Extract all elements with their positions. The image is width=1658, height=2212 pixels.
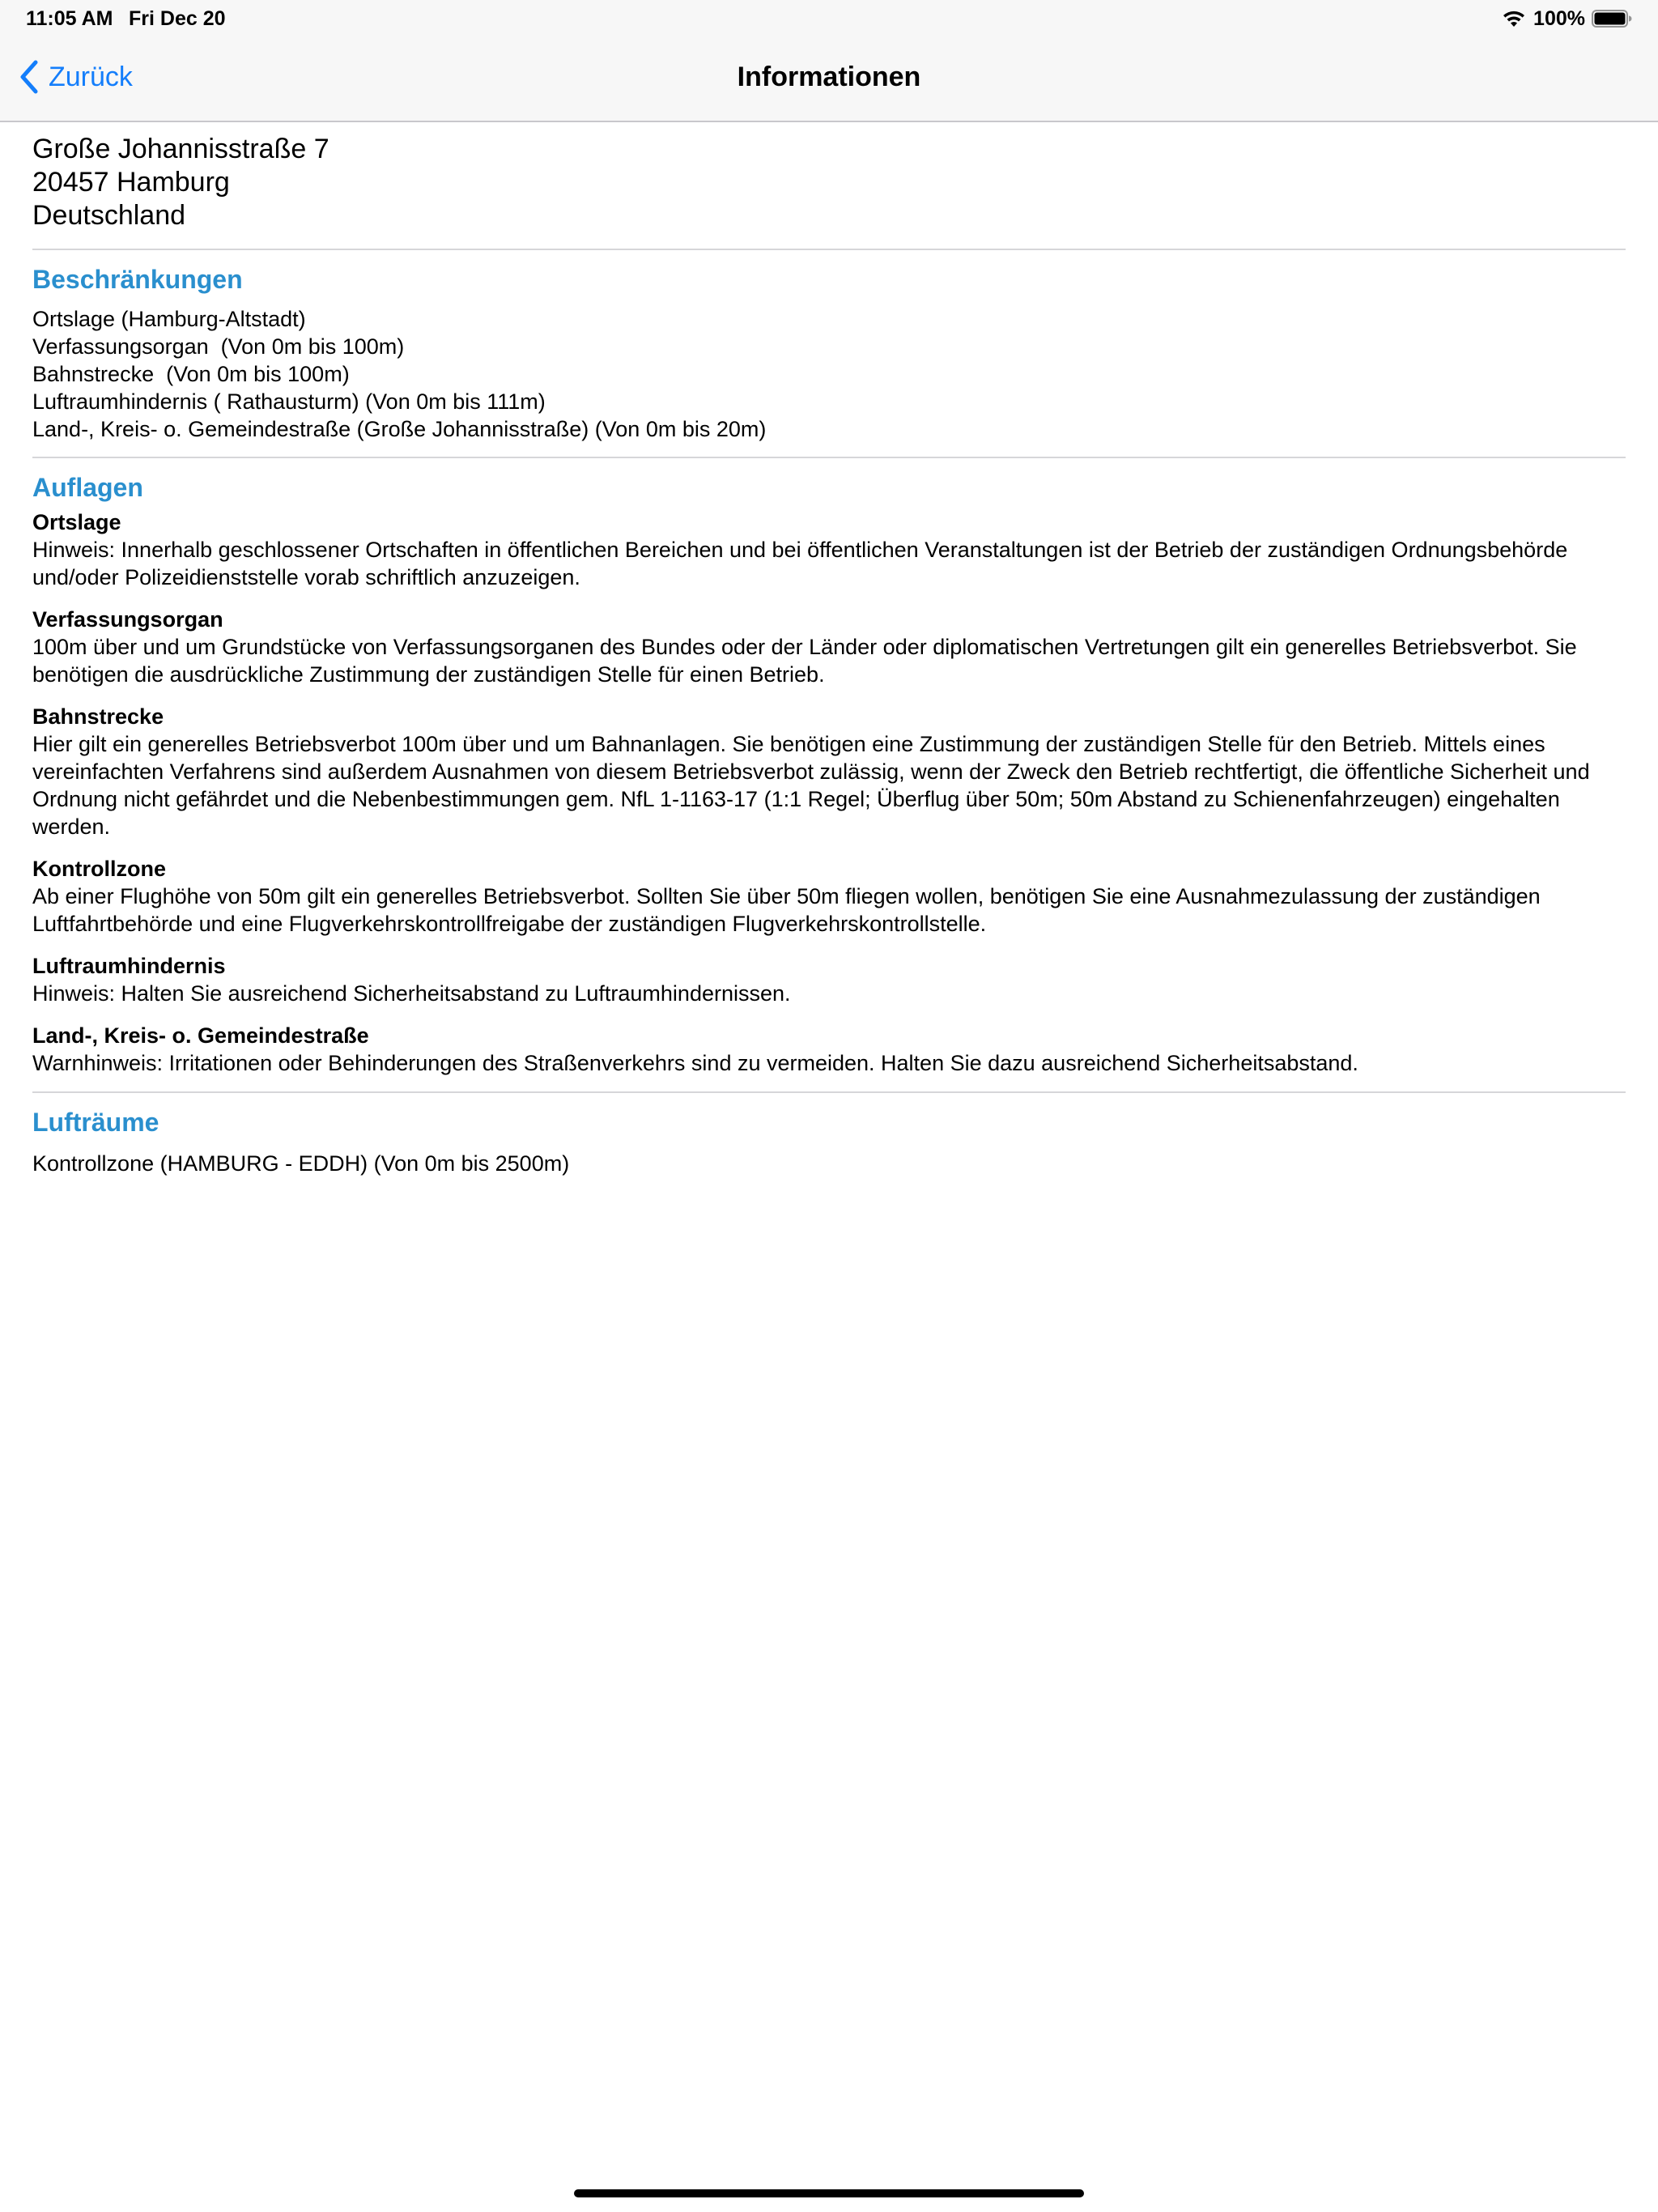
notice-title: Verfassungsorgan bbox=[32, 607, 223, 632]
notice-item bbox=[32, 1022, 1626, 1077]
notice-title: Kontrollzone bbox=[32, 857, 166, 881]
notice-text: Warnhinweis: Irritationen oder Behinderungen des Straßenverkehrs sind zu vermeiden. Halten Sie dazu ausreichend Sicherheitsabstand. bbox=[32, 1051, 1358, 1075]
status-date: Fri Dec 20 bbox=[129, 7, 226, 30]
address-city: 20457 Hamburg bbox=[32, 167, 230, 198]
notice-title: Luftraumhindernis bbox=[32, 954, 226, 978]
notice-text: Hinweis: Innerhalb geschlossener Ortschaften in öffentlichen Bereichen und bei öffentlichen Veranstaltungen ist der Betrieb der zuständigen Ordnungsbehörde und/oder Polizeidienststelle vorab schriftlich anzuzeigen. bbox=[32, 538, 1568, 589]
section-heading-notices: Auflagen bbox=[32, 473, 143, 502]
status-indicators bbox=[1501, 6, 1632, 31]
back-button-label: Zurück bbox=[49, 61, 133, 92]
content bbox=[32, 133, 1626, 1177]
navigation-bar bbox=[0, 37, 1658, 121]
notice-item bbox=[32, 508, 1626, 591]
page-title: Informationen bbox=[737, 62, 921, 92]
restrictions-list bbox=[32, 305, 1626, 443]
top-bar bbox=[0, 0, 1658, 122]
list-item: Kontrollzone (HAMBURG - EDDH) (Von 0m bis 2500m) bbox=[32, 1151, 570, 1176]
notice-title: Ortslage bbox=[32, 510, 121, 534]
notice-item bbox=[32, 855, 1626, 938]
notice-text: Hier gilt ein generelles Betriebsverbot 100m über und um Bahnanlagen. Sie benötigen eine Zustimmung der zuständigen Stelle für den Betrieb. Mittels eines vereinfachten Verfahrens sind außerdem Ausnahmen von diesem Betriebsverbot zulässig, wenn der Zweck den Betrieb rechtfertigt, die öffentliche Sicherheit und Ordnung nicht gefährdet und die Nebenbestimmungen gem. NfL 1-1163-17 (1:1 Regel; Überflug über 50m; 50m Abstand zu Schienenfahrzeugen) eingehalten werden. bbox=[32, 732, 1590, 839]
section-heading-restrictions: Beschränkungen bbox=[32, 265, 243, 294]
address-country: Deutschland bbox=[32, 200, 186, 231]
battery-percent: 100% bbox=[1533, 6, 1585, 30]
notice-title: Bahnstrecke bbox=[32, 704, 164, 729]
notice-title: Land-, Kreis- o. Gemeindestraße bbox=[32, 1023, 369, 1048]
list-item: Land-, Kreis- o. Gemeindestraße (Große Johannisstraße) (Von 0m bis 20m) bbox=[32, 417, 767, 441]
list-item: Verfassungsorgan (Von 0m bis 100m) bbox=[32, 334, 405, 359]
status-time: 11:05 AM bbox=[26, 7, 113, 30]
wifi-icon bbox=[1501, 9, 1527, 28]
status-bar bbox=[0, 0, 1658, 37]
notice-item bbox=[32, 952, 1626, 1007]
notice-item bbox=[32, 606, 1626, 688]
divider bbox=[32, 1091, 1626, 1093]
list-item: Bahnstrecke (Von 0m bis 100m) bbox=[32, 362, 350, 386]
list-item: Luftraumhindernis ( Rathausturm) (Von 0m bis 111m) bbox=[32, 389, 546, 414]
notice-text: Hinweis: Halten Sie ausreichend Sicherheitsabstand zu Luftraumhindernissen. bbox=[32, 981, 791, 1006]
address-block bbox=[32, 133, 1626, 232]
address-street: Große Johannisstraße 7 bbox=[32, 134, 329, 164]
divider bbox=[32, 457, 1626, 458]
notice-text: 100m über und um Grundstücke von Verfassungsorganen des Bundes oder der Länder oder diplomatischen Vertretungen gilt ein generelles Betriebsverbot. Sie benötigen die ausdrückliche Zustimmung der zuständigen Stelle für einen Betrieb. bbox=[32, 635, 1577, 687]
list-item: Ortslage (Hamburg-Altstadt) bbox=[32, 307, 306, 331]
divider bbox=[32, 249, 1626, 250]
airspace-list bbox=[32, 1150, 1626, 1177]
notice-item bbox=[32, 703, 1626, 840]
home-indicator[interactable] bbox=[574, 2189, 1084, 2197]
section-heading-airspaces: Lufträume bbox=[32, 1108, 159, 1137]
notice-text: Ab einer Flughöhe von 50m gilt ein generelles Betriebsverbot. Sollten Sie über 50m fliegen wollen, benötigen Sie eine Ausnahmezulassung der zuständigen Luftfahrtbehörde und eine Flugverkehrskontrollfreigabe der zuständigen Flugverkehrskontrollstelle. bbox=[32, 884, 1541, 936]
battery-full-icon bbox=[1592, 9, 1632, 28]
notices-list bbox=[32, 508, 1626, 1077]
